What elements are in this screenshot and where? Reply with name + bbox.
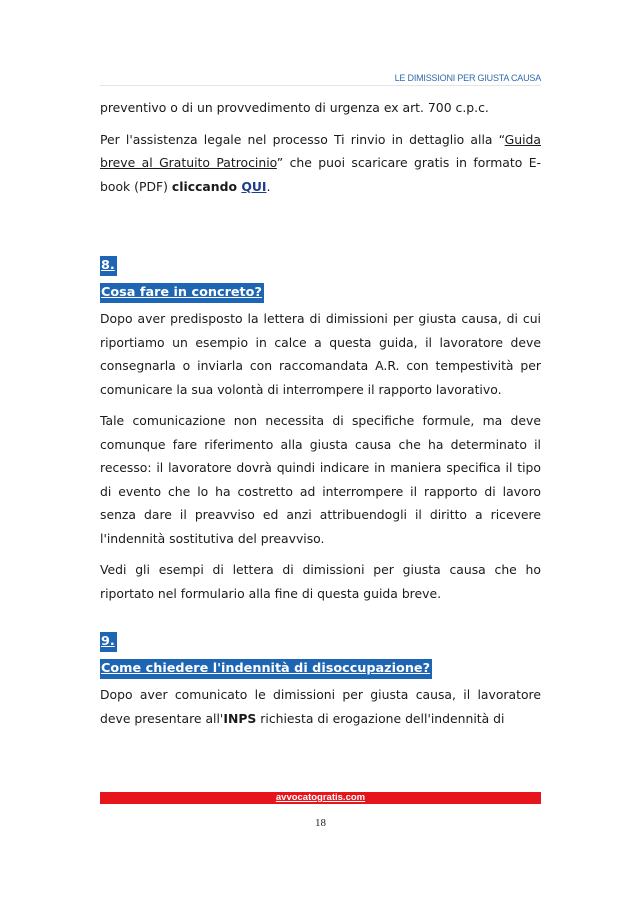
section-9-heading xyxy=(100,629,541,683)
paragraph-6 xyxy=(100,683,541,730)
footer-site-link[interactable]: avvocatogratis.com xyxy=(275,792,366,803)
section-8-title: Cosa fare in concreto? xyxy=(100,283,264,303)
guida-link[interactable]: Guida breve al Gratuito Patrocinio xyxy=(100,131,541,170)
page-body xyxy=(100,96,541,738)
paragraph-2-end: . xyxy=(266,178,271,194)
paragraph-3: Dopo aver predisposto la lettera di dimissioni per giusta causa, di cui riportiamo un esempio in calce a questa guida, il lavoratore deve consegnarla o inviarla con raccomandata A.R. con tempestività per comunicare la sua volontà di interrompere il rapporto lavorativo. xyxy=(100,311,541,397)
spacer-2 xyxy=(100,613,541,629)
cliccando-text: cliccando xyxy=(171,178,242,194)
section-9-number: 9. xyxy=(100,632,117,652)
paragraph-2-text-b: ” che puoi scaricare gratis in formato E-book (PDF) xyxy=(100,155,541,194)
paragraph-1: preventivo o di un provvedimento di urgenza ex art. 700 c.p.c. xyxy=(100,100,489,115)
inps-text: INPS xyxy=(223,710,257,726)
paragraph-4: Tale comunicazione non necessita di specifiche formule, ma deve comunque fare riferimento alla giusta causa che ha determinato il recesso: il lavoratore dovrà quindi indicare in maniera specifica il tipo di evento che lo ha costretto ad interrompere il rapporto di lavoro senza dare il preavviso ed anzi attribuendogli il diritto a ricevere l'indennità sostitutiva del preavviso. xyxy=(100,413,541,546)
footer-bar xyxy=(100,792,541,804)
section-8-heading xyxy=(100,253,541,307)
page-number: 18 xyxy=(315,817,326,829)
spacer xyxy=(100,206,541,253)
qui-link[interactable]: QUI xyxy=(241,178,267,194)
paragraph-6-text-b: richiesta di erogazione dell'indennità di xyxy=(256,710,505,726)
paragraph-2 xyxy=(100,128,541,199)
header-divider xyxy=(100,85,541,86)
section-8-number: 8. xyxy=(100,256,117,276)
paragraph-5: Vedi gli esempi di lettera di dimissioni per giusta causa che ho riportato nel formulario alla fine di questa guida breve. xyxy=(100,562,541,601)
paragraph-2-text-a: Per l'assistenza legale nel processo Ti rinvio in dettaglio alla “ xyxy=(100,131,505,147)
running-header: LE DIMISSIONI PER GIUSTA CAUSA xyxy=(394,73,541,83)
paragraph-6-text-a: Dopo aver comunicato le dimissioni per giusta causa, il lavoratore deve presentare all' xyxy=(100,687,541,726)
section-9-title: Come chiedere l'indennità di disoccupazione? xyxy=(100,659,432,679)
